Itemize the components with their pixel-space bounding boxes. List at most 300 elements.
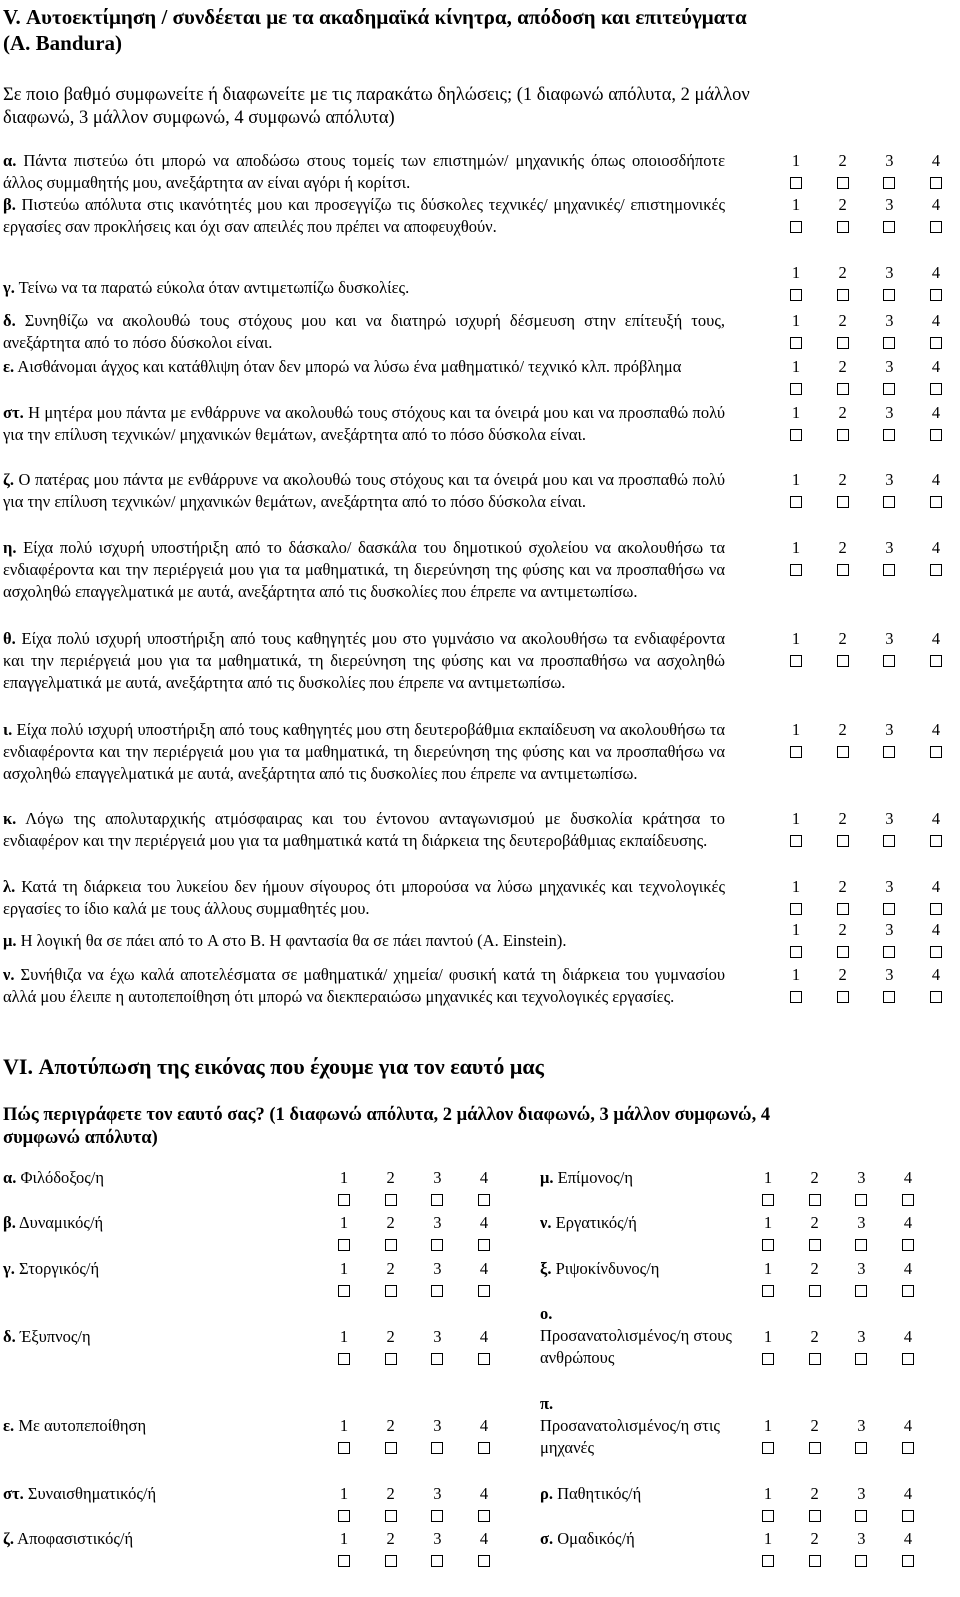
rating-scale-trait-e — [334, 1415, 494, 1459]
rating-checkbox[interactable] — [809, 1285, 821, 1297]
scale-checkboxes — [334, 1552, 494, 1567]
scale-number: 3 — [885, 195, 894, 214]
rating-checkbox[interactable] — [478, 1194, 490, 1206]
rating-checkbox[interactable] — [883, 337, 895, 349]
rating-checkbox[interactable] — [902, 1285, 914, 1297]
rating-checkbox[interactable] — [902, 1442, 914, 1454]
rating-checkbox[interactable] — [902, 1510, 914, 1522]
rating-checkbox[interactable] — [478, 1353, 490, 1365]
section5-title-line2: (A. Bandura) — [3, 31, 123, 55]
rating-scale-trait-a — [334, 1167, 494, 1211]
statement-text: Πιστεύω απόλυτα στις ικανότητές μου και προσεγγίζω τις δύσκολες τεχνικές/ μηχανικές/ επιστημονικές εργασίες σαν προκλήσεις και όχι σαν απειλές που πρέπει να αποφευχθούν. — [3, 195, 725, 236]
rating-checkbox[interactable] — [902, 1555, 914, 1567]
scale-checkboxes — [334, 1236, 494, 1251]
rating-checkbox[interactable] — [809, 1239, 821, 1251]
rating-checkbox[interactable] — [883, 991, 895, 1003]
statement-l — [3, 876, 725, 920]
statement-text: Συνήθιζα να έχω καλά αποτελέσματα σε μαθηματικά/ χημεία/ φυσική κατά τη διάρκεια του γυμνασίου αλλά μου έλειπε η αυτοπεποίθηση ότι μπορώ να διεκπεραιώσω μηχανικές και τεχνολογικές εργασίες. — [3, 965, 725, 1006]
trait-label: δ. — [3, 1327, 16, 1346]
trait-text: Ομαδικός/ή — [557, 1529, 635, 1548]
scale-number: 1 — [791, 538, 801, 557]
scale-number: 3 — [885, 538, 894, 557]
rating-checkbox[interactable] — [338, 1239, 350, 1251]
rating-checkbox[interactable] — [930, 221, 942, 233]
statement-label: η. — [3, 538, 17, 557]
scale-number: 1 — [791, 920, 801, 939]
scale-numbers — [334, 1326, 494, 1348]
rating-checkbox[interactable] — [790, 835, 802, 847]
rating-scale-a — [786, 150, 946, 194]
rating-checkbox[interactable] — [385, 1353, 397, 1365]
scale-number: 2 — [838, 877, 847, 896]
rating-checkbox[interactable] — [431, 1239, 443, 1251]
scale-number: 1 — [339, 1168, 349, 1187]
scale-number: 3 — [433, 1168, 442, 1187]
rating-checkbox[interactable] — [338, 1555, 350, 1567]
scale-number: 3 — [885, 965, 894, 984]
scale-number: 2 — [810, 1259, 819, 1278]
scale-numbers — [758, 1528, 918, 1550]
scale-number: 2 — [838, 538, 847, 557]
rating-checkbox[interactable] — [790, 496, 802, 508]
rating-checkbox[interactable] — [855, 1194, 867, 1206]
rating-scale-c — [786, 262, 946, 306]
rating-checkbox[interactable] — [855, 1555, 867, 1567]
scale-number: 1 — [763, 1327, 773, 1346]
rating-checkbox[interactable] — [385, 1510, 397, 1522]
rating-scale-i — [786, 719, 946, 763]
rating-checkbox[interactable] — [837, 946, 849, 958]
scale-number: 2 — [838, 357, 847, 376]
scale-checkboxes — [786, 988, 946, 1003]
trait-r — [540, 1483, 740, 1505]
trait-s — [540, 1528, 740, 1550]
trait-label: π. — [540, 1394, 554, 1413]
rating-checkbox[interactable] — [837, 655, 849, 667]
statement-label: δ. — [3, 311, 16, 330]
statement-i — [3, 719, 725, 785]
scale-numbers — [786, 719, 946, 741]
scale-number: 4 — [903, 1484, 913, 1503]
scale-number: 3 — [885, 357, 894, 376]
scale-number: 3 — [433, 1327, 442, 1346]
rating-checkbox[interactable] — [762, 1442, 774, 1454]
statement-text: Τείνω να τα παρατώ εύκολα όταν αντιμετωπίζω δυσκολίες. — [18, 278, 410, 297]
statement-c — [3, 277, 725, 299]
trait-label: στ. — [3, 1484, 24, 1503]
rating-checkbox[interactable] — [930, 835, 942, 847]
rating-checkbox[interactable] — [930, 496, 942, 508]
rating-checkbox[interactable] — [385, 1555, 397, 1567]
scale-checkboxes — [786, 493, 946, 508]
rating-scale-h — [786, 537, 946, 581]
scale-number: 4 — [479, 1213, 489, 1232]
scale-numbers — [758, 1415, 918, 1437]
scale-number: 2 — [838, 151, 847, 170]
rating-checkbox[interactable] — [855, 1442, 867, 1454]
trait-text: Συναισθηματικός/ή — [27, 1484, 157, 1503]
scale-checkboxes — [334, 1439, 494, 1454]
rating-checkbox[interactable] — [837, 429, 849, 441]
rating-checkbox[interactable] — [883, 221, 895, 233]
rating-checkbox[interactable] — [837, 991, 849, 1003]
scale-number: 4 — [903, 1259, 913, 1278]
statement-text: Λόγω της απολυταρχικής ατμόσφαιρας και του έντονου ανταγωνισμού με δυσκολία κράτησα το ενδιαφέρον και την περιέργειά μου για τα μαθηματικά κατά τη διάρκεια της δευτεροβάθμιας εκπαίδευσης. — [3, 809, 725, 850]
trait-p — [540, 1393, 740, 1459]
statement-k — [3, 808, 725, 852]
rating-scale-trait-st — [334, 1483, 494, 1527]
rating-checkbox[interactable] — [837, 337, 849, 349]
scale-number: 3 — [857, 1213, 866, 1232]
scale-number: 1 — [339, 1259, 349, 1278]
rating-scale-trait-n — [758, 1212, 918, 1256]
trait-text: Εργατικός/ή — [555, 1213, 637, 1232]
scale-numbers — [786, 964, 946, 986]
rating-checkbox[interactable] — [790, 564, 802, 576]
scale-checkboxes — [334, 1282, 494, 1297]
rating-checkbox[interactable] — [790, 655, 802, 667]
trait-text: Προσανατολισμένος/η στους ανθρώπους — [540, 1326, 732, 1367]
scale-number: 2 — [386, 1213, 395, 1232]
rating-checkbox[interactable] — [809, 1194, 821, 1206]
scale-checkboxes — [758, 1350, 918, 1365]
scale-number: 2 — [838, 809, 847, 828]
scale-checkboxes — [786, 286, 946, 301]
rating-scale-trait-z — [334, 1528, 494, 1572]
scale-number: 4 — [931, 920, 941, 939]
statement-text: Ο πατέρας μου πάντα με ενθάρρυνε να ακολουθώ τους στόχους και τα όνειρά μου και να προσπαθώ πολύ για την επίλυση τεχνικών/ μηχανικών θεμάτων, ανεξάρτητα από το πόσο δύσκολα είναι. — [3, 470, 726, 511]
scale-number: 3 — [885, 311, 894, 330]
scale-number: 1 — [791, 311, 801, 330]
scale-number: 1 — [791, 151, 801, 170]
rating-checkbox[interactable] — [837, 289, 849, 301]
rating-checkbox[interactable] — [338, 1194, 350, 1206]
rating-checkbox[interactable] — [790, 289, 802, 301]
rating-checkbox[interactable] — [478, 1239, 490, 1251]
scale-number: 2 — [386, 1484, 395, 1503]
scale-checkboxes — [758, 1236, 918, 1251]
statement-label: ε. — [3, 357, 15, 376]
statement-z — [3, 469, 725, 513]
trait-x — [540, 1258, 740, 1280]
scale-checkboxes — [786, 652, 946, 667]
trait-label: μ. — [540, 1168, 554, 1187]
rating-checkbox[interactable] — [338, 1285, 350, 1297]
statement-a — [3, 150, 725, 194]
rating-checkbox[interactable] — [809, 1353, 821, 1365]
section5-intro-line2: διαφωνώ, 3 μάλλον συμφωνώ, 4 συμφωνώ απόλυτα) — [3, 108, 395, 128]
trait-text: Αποφασιστικός/ή — [17, 1529, 134, 1548]
rating-checkbox[interactable] — [762, 1353, 774, 1365]
rating-checkbox[interactable] — [930, 337, 942, 349]
section5-intro-line1: Σε ποιο βαθμό συμφωνείτε ή διαφωνείτε με τις παρακάτω δηλώσεις; (1 διαφωνώ απόλυτα, 2 μάλλον — [3, 85, 750, 105]
trait-label: β. — [3, 1213, 16, 1232]
scale-number: 4 — [931, 629, 941, 648]
statement-label: κ. — [3, 809, 17, 828]
rating-checkbox[interactable] — [790, 746, 802, 758]
statement-text: Αισθάνομαι άγχος και κατάθλιψη όταν δεν μπορώ να λύσω ένα μαθηματικό/ τεχνικό κλπ. πρόβλημα — [17, 357, 682, 376]
scale-checkboxes — [334, 1350, 494, 1365]
rating-checkbox[interactable] — [478, 1510, 490, 1522]
statement-label: α. — [3, 151, 17, 170]
rating-checkbox[interactable] — [338, 1353, 350, 1365]
scale-numbers — [786, 537, 946, 559]
rating-checkbox[interactable] — [762, 1510, 774, 1522]
scale-number: 3 — [885, 920, 894, 939]
statement-label: β. — [3, 195, 16, 214]
rating-scale-th — [786, 628, 946, 672]
scale-numbers — [786, 402, 946, 424]
rating-checkbox[interactable] — [883, 496, 895, 508]
scale-number: 3 — [857, 1327, 866, 1346]
rating-checkbox[interactable] — [790, 177, 802, 189]
scale-number: 4 — [931, 263, 941, 282]
scale-numbers — [334, 1167, 494, 1189]
statement-h — [3, 537, 725, 603]
trait-text: Φιλόδοξος/η — [20, 1168, 104, 1187]
rating-checkbox[interactable] — [809, 1555, 821, 1567]
trait-label: ο. — [540, 1304, 553, 1323]
scale-checkboxes — [334, 1507, 494, 1522]
rating-checkbox[interactable] — [431, 1285, 443, 1297]
rating-checkbox[interactable] — [837, 835, 849, 847]
rating-checkbox[interactable] — [790, 337, 802, 349]
scale-checkboxes — [758, 1507, 918, 1522]
rating-checkbox[interactable] — [837, 177, 849, 189]
scale-number: 2 — [838, 403, 847, 422]
scale-number: 4 — [903, 1168, 913, 1187]
rating-checkbox[interactable] — [883, 903, 895, 915]
statement-text: Συνηθίζω να ακολουθώ τους στόχους μου και να διατηρώ ισχυρή δέσμευση στην επίτευξή τους, ανεξάρτητα από το πόσο δύσκολοι είναι. — [3, 311, 725, 352]
rating-checkbox[interactable] — [790, 991, 802, 1003]
scale-number: 4 — [903, 1213, 913, 1232]
rating-checkbox[interactable] — [478, 1285, 490, 1297]
scale-number: 1 — [339, 1416, 349, 1435]
rating-checkbox[interactable] — [855, 1353, 867, 1365]
scale-number: 4 — [931, 538, 941, 557]
rating-checkbox[interactable] — [385, 1285, 397, 1297]
scale-number: 4 — [931, 720, 941, 739]
rating-checkbox[interactable] — [855, 1239, 867, 1251]
rating-checkbox[interactable] — [762, 1555, 774, 1567]
trait-z — [3, 1528, 303, 1550]
rating-checkbox[interactable] — [883, 655, 895, 667]
rating-checkbox[interactable] — [338, 1442, 350, 1454]
scale-number: 3 — [885, 877, 894, 896]
rating-checkbox[interactable] — [930, 655, 942, 667]
rating-checkbox[interactable] — [478, 1442, 490, 1454]
scale-number: 2 — [838, 311, 847, 330]
rating-checkbox[interactable] — [883, 835, 895, 847]
scale-checkboxes — [786, 426, 946, 441]
statement-text: Η λογική θα σε πάει από το A στο B. Η φαντασία θα σε πάει παντού (A. Einstein). — [20, 931, 567, 950]
statement-text: Η μητέρα μου πάντα με ενθάρρυνε να ακολουθώ τους στόχους και τα όνειρά μου και να προσπαθώ πολύ για την επίλυση τεχνικών/ μηχανικών θεμάτων, ανεξάρτητα από το πόσο δύσκολα είναι. — [3, 403, 726, 444]
rating-scale-m — [786, 919, 946, 963]
section6-title: VI. Αποτύπωση της εικόνας που έχουμε για τον εαυτό μας — [3, 1054, 544, 1079]
statement-label: στ. — [3, 403, 24, 422]
rating-checkbox[interactable] — [883, 289, 895, 301]
scale-numbers — [786, 150, 946, 172]
rating-checkbox[interactable] — [902, 1353, 914, 1365]
statement-label: ν. — [3, 965, 15, 984]
rating-scale-e — [786, 356, 946, 400]
trait-label: ζ. — [3, 1529, 14, 1548]
trait-m — [540, 1167, 740, 1189]
scale-numbers — [786, 194, 946, 216]
rating-checkbox[interactable] — [385, 1239, 397, 1251]
scale-number: 3 — [885, 720, 894, 739]
rating-checkbox[interactable] — [809, 1510, 821, 1522]
scale-number: 2 — [838, 195, 847, 214]
rating-checkbox[interactable] — [883, 177, 895, 189]
scale-checkboxes — [758, 1439, 918, 1454]
rating-checkbox[interactable] — [790, 946, 802, 958]
scale-number: 2 — [810, 1416, 819, 1435]
rating-scale-trait-p — [758, 1415, 918, 1459]
rating-checkbox[interactable] — [930, 177, 942, 189]
scale-number: 3 — [885, 151, 894, 170]
scale-number: 1 — [339, 1327, 349, 1346]
rating-checkbox[interactable] — [790, 903, 802, 915]
rating-checkbox[interactable] — [790, 429, 802, 441]
scale-number: 3 — [433, 1259, 442, 1278]
rating-checkbox[interactable] — [809, 1442, 821, 1454]
rating-checkbox[interactable] — [431, 1510, 443, 1522]
rating-checkbox[interactable] — [855, 1510, 867, 1522]
rating-checkbox[interactable] — [431, 1442, 443, 1454]
rating-checkbox[interactable] — [930, 564, 942, 576]
section6-intro-line1: Πώς περιγράφετε τον εαυτό σας? (1 διαφωνώ απόλυτα, 2 μάλλον διαφωνώ, 3 μάλλον συμφωνώ, 4 — [3, 1105, 771, 1125]
trait-text: Επίμονος/η — [557, 1168, 634, 1187]
scale-number: 4 — [931, 357, 941, 376]
scale-number: 1 — [791, 403, 801, 422]
rating-checkbox[interactable] — [855, 1285, 867, 1297]
rating-checkbox[interactable] — [837, 221, 849, 233]
scale-number: 2 — [838, 965, 847, 984]
statement-text: Κατά τη διάρκεια του λυκείου δεν ήμουν σίγουρος ότι μπορούσα να λύσω μηχανικές και τεχνολογικές εργασίες το ίδιο καλά με τους άλλους συμμαθητές μου. — [3, 877, 725, 918]
statement-d — [3, 310, 725, 354]
scale-number: 3 — [857, 1416, 866, 1435]
trait-text: Έξυπνος/η — [19, 1327, 91, 1346]
trait-b — [3, 1212, 303, 1234]
scale-number: 1 — [791, 470, 801, 489]
scale-number: 4 — [931, 311, 941, 330]
scale-number: 2 — [810, 1168, 819, 1187]
scale-numbers — [334, 1258, 494, 1280]
statement-text: Είχα πολύ ισχυρή υποστήριξη από το δάσκαλο/ δασκάλα του δημοτικού σχολείου να ακολουθήσω τα ενδιαφέροντα και την περιέργειά μου για τα μαθηματικά, τη διερεύνηση της φύσης και να προσπαθήσω να ασχοληθώ επαγγελματικά με αυτά, ανεξάρτητα από τις δυσκολίες που έπρεπε να αντιμετωπίσω. — [3, 538, 725, 601]
scale-number: 2 — [838, 720, 847, 739]
rating-scale-z — [786, 469, 946, 513]
scale-number: 3 — [857, 1168, 866, 1187]
rating-checkbox[interactable] — [930, 746, 942, 758]
rating-checkbox[interactable] — [338, 1510, 350, 1522]
trait-label: γ. — [3, 1259, 15, 1278]
rating-scale-trait-x — [758, 1258, 918, 1302]
scale-number: 1 — [791, 629, 801, 648]
scale-number: 4 — [931, 877, 941, 896]
rating-checkbox[interactable] — [883, 383, 895, 395]
scale-number: 4 — [931, 151, 941, 170]
scale-number: 1 — [339, 1213, 349, 1232]
scale-number: 1 — [339, 1529, 349, 1548]
scale-number: 1 — [791, 357, 801, 376]
scale-number: 3 — [885, 470, 894, 489]
rating-checkbox[interactable] — [385, 1442, 397, 1454]
rating-checkbox[interactable] — [837, 746, 849, 758]
rating-checkbox[interactable] — [930, 289, 942, 301]
statement-th — [3, 628, 725, 694]
scale-number: 1 — [791, 877, 801, 896]
rating-checkbox[interactable] — [431, 1555, 443, 1567]
scale-number: 4 — [903, 1416, 913, 1435]
rating-checkbox[interactable] — [790, 383, 802, 395]
trait-d — [3, 1326, 303, 1348]
scale-number: 2 — [838, 263, 847, 282]
scale-number: 1 — [763, 1529, 773, 1548]
rating-checkbox[interactable] — [790, 221, 802, 233]
scale-number: 3 — [885, 403, 894, 422]
rating-scale-trait-d — [334, 1326, 494, 1370]
rating-checkbox[interactable] — [762, 1239, 774, 1251]
scale-checkboxes — [786, 832, 946, 847]
rating-checkbox[interactable] — [930, 383, 942, 395]
rating-scale-b — [786, 194, 946, 238]
statement-text: Πάντα πιστεύω ότι μπορώ να αποδώσω στους τομείς των επιστημών/ μηχανικής όπως οποιοσδήποτε άλλος συμμαθητής μου, ανεξάρτητα αν είναι αγόρι ή κορίτσι. — [3, 151, 726, 192]
scale-checkboxes — [758, 1552, 918, 1567]
rating-checkbox[interactable] — [883, 746, 895, 758]
statement-label: γ. — [3, 278, 15, 297]
scale-numbers — [758, 1167, 918, 1189]
scale-numbers — [786, 808, 946, 830]
rating-checkbox[interactable] — [902, 1239, 914, 1251]
rating-checkbox[interactable] — [762, 1285, 774, 1297]
rating-checkbox[interactable] — [837, 496, 849, 508]
scale-number: 3 — [885, 263, 894, 282]
scale-numbers — [758, 1326, 918, 1348]
rating-checkbox[interactable] — [883, 946, 895, 958]
rating-scale-st — [786, 402, 946, 446]
statement-n — [3, 964, 725, 1008]
rating-checkbox[interactable] — [478, 1555, 490, 1567]
scale-checkboxes — [334, 1191, 494, 1206]
rating-checkbox[interactable] — [837, 383, 849, 395]
rating-checkbox[interactable] — [431, 1194, 443, 1206]
rating-checkbox[interactable] — [902, 1194, 914, 1206]
statement-st — [3, 402, 725, 446]
rating-checkbox[interactable] — [883, 429, 895, 441]
rating-checkbox[interactable] — [762, 1194, 774, 1206]
rating-checkbox[interactable] — [837, 903, 849, 915]
scale-number: 4 — [479, 1327, 489, 1346]
trait-c — [3, 1258, 303, 1280]
scale-number: 1 — [791, 195, 801, 214]
trait-label: α. — [3, 1168, 17, 1187]
rating-checkbox[interactable] — [930, 903, 942, 915]
scale-number: 1 — [791, 809, 801, 828]
rating-checkbox[interactable] — [930, 946, 942, 958]
rating-checkbox[interactable] — [837, 564, 849, 576]
rating-checkbox[interactable] — [431, 1353, 443, 1365]
rating-checkbox[interactable] — [385, 1194, 397, 1206]
rating-checkbox[interactable] — [883, 564, 895, 576]
scale-number: 2 — [838, 920, 847, 939]
rating-checkbox[interactable] — [930, 429, 942, 441]
rating-checkbox[interactable] — [930, 991, 942, 1003]
trait-label: ρ. — [540, 1484, 553, 1503]
trait-a — [3, 1167, 303, 1189]
statement-label: λ. — [3, 877, 16, 896]
statement-label: ι. — [3, 720, 13, 739]
